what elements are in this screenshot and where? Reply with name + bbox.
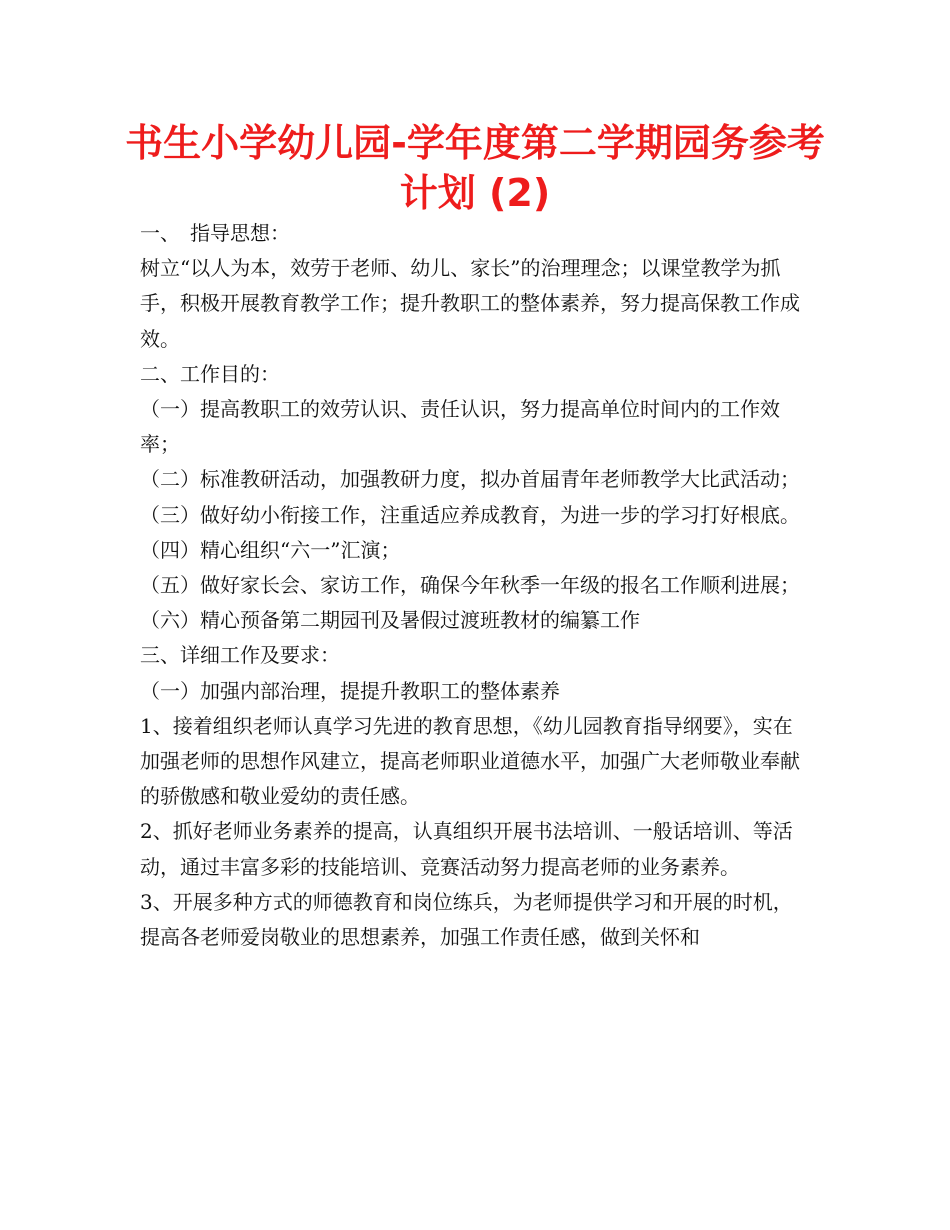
heading-work-goals: 二、工作目的： — [140, 361, 280, 386]
document-title-line-1: 书生小学幼儿园-学年度第二学期园务参考 — [125, 121, 825, 165]
goal-item-4: （四）精心组织“六一”汇演； — [140, 537, 401, 562]
goal-item-3: （三）做好幼小衔接工作，注重适应养成教育，为进一步的学习打好根底。 — [140, 502, 800, 527]
goal-item-6: （六）精心预备第二期园刊及暑假过渡班教材的编纂工作 — [140, 608, 640, 633]
heading-detailed-work: 三、详细工作及要求： — [140, 643, 340, 668]
goal-item-5: （五）做好家长会、家访工作，确保今年秋季一年级的报名工作顺利进展； — [140, 573, 800, 598]
document-title-line-2: 计划 (2) — [399, 171, 551, 215]
heading-guiding-thought: 一、 指导思想： — [140, 221, 290, 245]
goal-item-2: （二）标准教研活动，加强教研力度，拟办首届青年老师教学大比武活动； — [140, 467, 800, 492]
document-body — [140, 216, 812, 955]
paragraph-guiding-thought: 树立“以人为本，效劳于老师、幼儿、家长”的治理理念；以课堂教学为抓手，积极开展教育教学工作；提升教职工的整体素养，努力提高保教工作成效。 — [140, 256, 800, 351]
detail-item-3: 3、开展多种方式的师德教育和岗位练兵，为老师提供学习和开展的时机，提高各老师爱岗敬业的思想素养，加强工作责任感，做到关怀和 — [140, 889, 793, 950]
document-title — [120, 118, 830, 218]
detail-item-2: 2、抓好老师业务素养的提高，认真组织开展书法培训、一般话培训、等活动，通过丰富多彩的技能培训、竞赛活动努力提高老师的业务素养。 — [140, 819, 793, 879]
goal-item-1: （一）提高教职工的效劳认识、责任认识，努力提高单位时间内的工作效率； — [140, 397, 780, 457]
subheading-internal-management: （一）加强内部治理，提提升教职工的整体素养 — [140, 678, 560, 703]
detail-item-1: 1、接着组织老师认真学习先进的教育思想，《幼儿园教育指导纲要》，实在加强老师的思想作风建立，提高老师职业道德水平，加强广大老师敬业奉献的骄傲感和敬业爱幼的责任感。 — [140, 713, 800, 809]
